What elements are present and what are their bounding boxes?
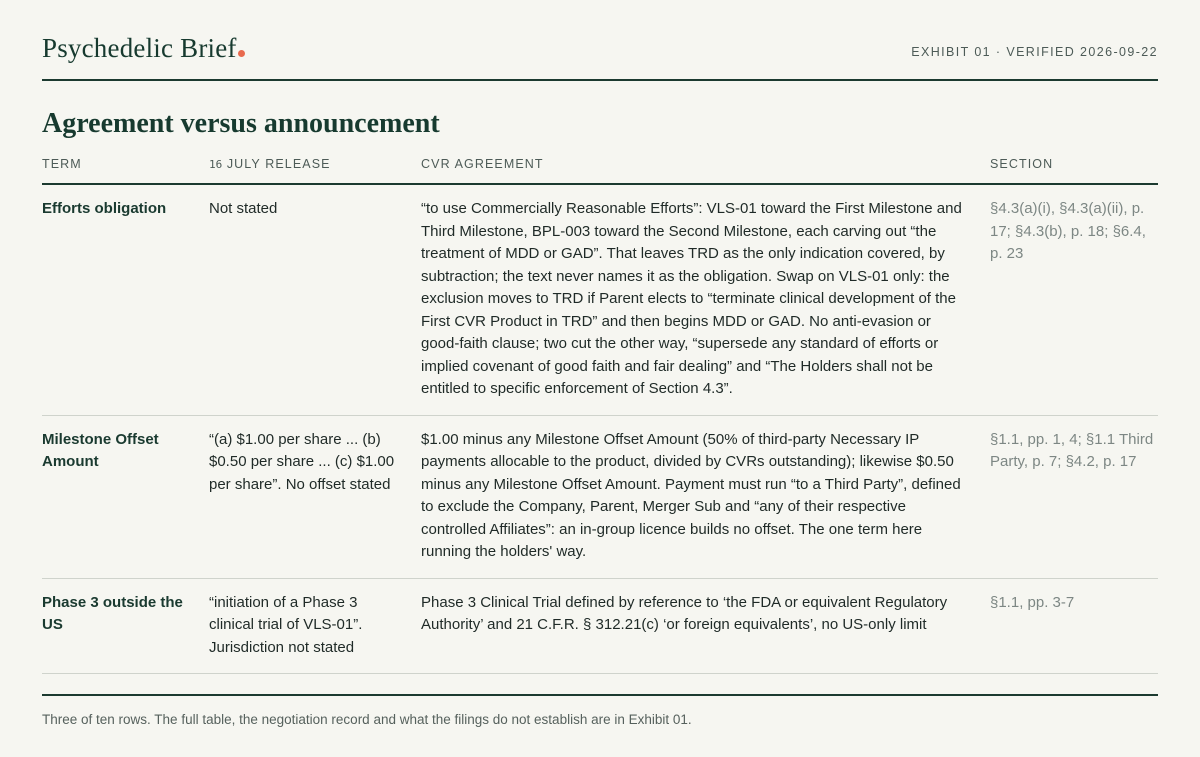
table-row [42,184,1158,415]
column-header-section: SECTION [990,141,1158,184]
row-agreement: Phase 3 Clinical Trial defined by reference to ‘the FDA or equivalent Regulatory Authority’ and 21 C.F.R. § 312.21(c) ‘or foreign equivalents’, no US-only limit [421,578,990,674]
brand-name: Psychedelic Brief [42,33,237,63]
exhibit-meta: EXHIBIT 01 · VERIFIED 2026-09-22 [911,45,1158,59]
page [42,0,1158,727]
column-header-agreement: CVR AGREEMENT [421,141,990,184]
page-title: Agreement versus announcement [42,108,440,139]
row-release: Not stated [209,184,421,415]
brand-dot-icon [238,50,245,57]
footer-rule [42,694,1158,696]
table-row [42,415,1158,578]
column-header-term: TERM [42,141,209,184]
row-term: Phase 3 outside the US [42,578,209,674]
row-section: §4.3(a)(i), §4.3(a)(ii), p. 17; §4.3(b), p. 18; §6.4, p. 23 [990,184,1158,415]
row-release: “initiation of a Phase 3 clinical trial of VLS-01”. Jurisdiction not stated [209,578,421,674]
row-section: §1.1, pp. 3-7 [990,578,1158,674]
row-section: §1.1, pp. 1, 4; §1.1 Third Party, p. 7; §4.2, p. 17 [990,415,1158,578]
masthead [42,0,1158,81]
row-term: Efforts obligation [42,184,209,415]
row-term: Milestone Offset Amount [42,415,209,578]
row-agreement: “to use Commercially Reasonable Efforts”: VLS-01 toward the First Milestone and Third Milestone, BPL-003 toward the Second Milestone, each carving out “the treatment of MDD or GAD”. That leaves TRD as the only indication covered, by subtraction; the text never names it as the obligation. Swap on VLS-01 only: the exclusion moves to TRD if Parent elects to “terminate clinical development of the First CVR Product in TRD” and then begins MDD or GAD. No anti-evasion or good-faith clause; two cut the other way, “supersede any standard of efforts or implied covenant of good faith and fair dealing” and “The Holders shall not be entitled to specific enforcement of Section 4.3”. [421,184,990,415]
row-release: “(a) $1.00 per share ... (b) $0.50 per share ... (c) $1.00 per share”. No offset stated [209,415,421,578]
row-agreement: $1.00 minus any Milestone Offset Amount (50% of third-party Necessary IP payments allocable to the product, divided by CVRs outstanding); likewise $0.50 minus any Milestone Offset Amount. Payment must run “to a Third Party”, defined to exclude the Company, Parent, Merger Sub and “any of their respective controlled Affiliates”: an in-group licence builds no offset. The one term here running the holders' way. [421,415,990,578]
footnote: Three of ten rows. The full table, the negotiation record and what the filings do not establish are in Exhibit 01. [42,712,692,727]
column-header-release [209,141,421,184]
table-header [42,141,1158,184]
table-row [42,578,1158,674]
release-label: JULY RELEASE [222,157,331,171]
comparison-table [42,141,1158,674]
brand-logo[interactable] [42,33,245,64]
release-day: 16 [209,158,223,171]
